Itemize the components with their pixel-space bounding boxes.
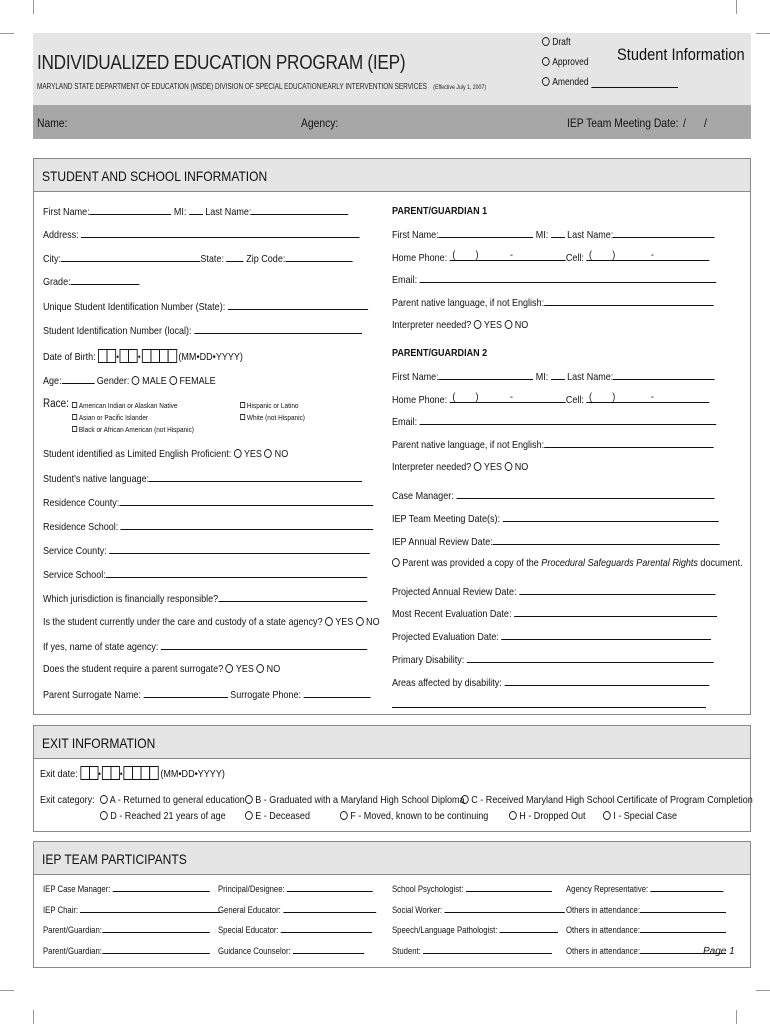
- state-agency-name-field[interactable]: If yes, name of state agency:: [43, 640, 367, 653]
- projected-eval-field[interactable]: Projected Evaluation Date:: [392, 630, 711, 643]
- radio-icon[interactable]: [234, 449, 242, 458]
- race-option[interactable]: White (not Hispanic): [240, 413, 305, 422]
- radio-icon[interactable]: [461, 795, 469, 804]
- areas-affected-field[interactable]: Areas affected by disability:: [392, 676, 709, 689]
- checkbox-icon[interactable]: [240, 402, 245, 408]
- participant-field[interactable]: Social Worker:: [392, 903, 565, 915]
- parent-surrogate-question[interactable]: Does the student require a parent surrogate? YES NO: [43, 663, 281, 675]
- participant-field[interactable]: Others in attendance:: [566, 903, 726, 915]
- surrogate-name-phone-field[interactable]: Parent Surrogate Name: Surrogate Phone:: [43, 688, 371, 701]
- guardian-2-name-field[interactable]: First Name: MI: Last Name:: [392, 370, 715, 383]
- state-agency-question[interactable]: Is the student currently under the care and custody of a state agency? YES NO: [43, 616, 380, 628]
- residence-school-field[interactable]: Residence School:: [43, 520, 374, 533]
- effective-date: (Effective July 1, 2007): [433, 84, 487, 91]
- radio-icon[interactable]: [245, 811, 253, 820]
- age-gender-field[interactable]: Age: Gender: MALE FEMALE: [43, 375, 216, 387]
- dob-field[interactable]: Date of Birth: • • (MM•DD•YYYY): [43, 351, 243, 363]
- guardian-2-language-field[interactable]: Parent native language, if not English:: [392, 438, 714, 451]
- amended-date-field[interactable]: [591, 79, 678, 88]
- crop-mark: [0, 33, 14, 34]
- crop-mark: [756, 990, 770, 991]
- race-option[interactable]: American Indian or Alaskan Native: [72, 401, 177, 410]
- name-bar: [33, 105, 751, 139]
- checkbox-icon[interactable]: [72, 414, 77, 420]
- service-county-field[interactable]: Service County:: [43, 544, 370, 557]
- meeting-dates-field[interactable]: IEP Team Meeting Date(s):: [392, 512, 718, 525]
- grade-field[interactable]: Grade:: [43, 275, 139, 288]
- participant-field[interactable]: Speech/Language Pathologist:: [392, 923, 558, 935]
- radio-icon[interactable]: [542, 57, 550, 66]
- state-id-field[interactable]: Unique Student Identification Number (State):: [43, 300, 368, 313]
- page-number: Page 1: [703, 946, 735, 957]
- radio-icon[interactable]: [474, 320, 482, 329]
- radio-icon[interactable]: [505, 462, 513, 471]
- native-language-field[interactable]: Student's native language:: [43, 472, 362, 485]
- guardian-2-heading: PARENT/GUARDIAN 2: [392, 347, 488, 359]
- participant-field[interactable]: Guidance Counselor:: [218, 944, 364, 956]
- participant-field[interactable]: Special Educator:: [218, 923, 372, 935]
- address-field[interactable]: Address:: [43, 228, 360, 241]
- crop-mark: [33, 0, 34, 14]
- crop-mark: [0, 990, 14, 991]
- exit-option-a[interactable]: A - Returned to general education: [100, 794, 245, 806]
- exit-option-b[interactable]: B - Graduated with a Maryland High School Diploma: [245, 794, 465, 806]
- date-slash: /: [704, 116, 707, 130]
- checkbox-icon[interactable]: [72, 426, 77, 432]
- exit-category-label: Exit category:: [40, 794, 95, 806]
- agency-label: Agency:: [301, 116, 339, 130]
- participant-field[interactable]: IEP Case Manager:: [43, 882, 210, 894]
- status-approved[interactable]: Approved: [542, 57, 589, 68]
- participant-field[interactable]: Student:: [392, 944, 552, 956]
- radio-icon[interactable]: [542, 37, 550, 46]
- radio-icon[interactable]: [245, 795, 253, 804]
- radio-icon[interactable]: [100, 811, 108, 820]
- section-heading: STUDENT AND SCHOOL INFORMATION: [34, 159, 750, 192]
- radio-icon[interactable]: [603, 811, 611, 820]
- radio-icon[interactable]: [256, 664, 264, 673]
- section-title: Student Information: [617, 45, 745, 64]
- participant-field[interactable]: General Educator:: [218, 903, 376, 915]
- projected-annual-field[interactable]: Projected Annual Review Date:: [392, 585, 715, 598]
- safeguards-field[interactable]: Parent was provided a copy of the Procedural Safeguards Parental Rights document.: [392, 557, 743, 569]
- race-option[interactable]: Hispanic or Latino: [240, 401, 299, 410]
- radio-icon[interactable]: [264, 449, 272, 458]
- radio-icon[interactable]: [226, 664, 234, 673]
- exit-option-i[interactable]: I - Special Case: [603, 810, 677, 822]
- date-slash: /: [683, 116, 686, 130]
- guardian-1-phone-field[interactable]: Home Phone: ( ) - Cell: ( ) -: [392, 251, 709, 264]
- crop-mark: [736, 1010, 737, 1024]
- checkbox-icon[interactable]: [240, 414, 245, 420]
- status-amended[interactable]: Amended: [542, 77, 678, 88]
- guardian-1-language-field[interactable]: Parent native language, if not English:: [392, 296, 714, 309]
- participant-field[interactable]: Parent/Guardian:: [43, 944, 209, 956]
- participant-field[interactable]: Others in attendance:: [566, 923, 726, 935]
- race-option[interactable]: Black or African American (not Hispanic): [72, 425, 194, 434]
- meeting-date-label: IEP Team Meeting Date:: [567, 116, 679, 130]
- radio-icon[interactable]: [509, 811, 517, 820]
- jurisdiction-field[interactable]: Which jurisdiction is financially responsible?: [43, 592, 367, 605]
- radio-icon[interactable]: [474, 462, 482, 471]
- annual-review-field[interactable]: IEP Annual Review Date:: [392, 535, 720, 548]
- city-state-zip-field[interactable]: City: State: Zip Code:: [43, 252, 352, 265]
- participant-field[interactable]: School Psychologist:: [392, 882, 552, 894]
- status-draft[interactable]: Draft: [542, 37, 571, 48]
- residence-county-field[interactable]: Residence County:: [43, 496, 373, 509]
- exit-option-f[interactable]: F - Moved, known to be continuing: [340, 810, 488, 822]
- crop-mark: [756, 33, 770, 34]
- exit-date-field[interactable]: Exit date: • • (MM•DD•YYYY): [40, 768, 225, 780]
- local-id-field[interactable]: Student Identification Number (local):: [43, 324, 362, 337]
- race-option[interactable]: Asian or Pacific Islander: [72, 413, 148, 422]
- radio-icon[interactable]: [132, 376, 140, 385]
- crop-mark: [736, 0, 737, 14]
- document-header: [33, 33, 751, 105]
- recent-eval-field[interactable]: Most Recent Evaluation Date:: [392, 607, 717, 620]
- crop-mark: [33, 1010, 34, 1024]
- radio-icon[interactable]: [356, 617, 364, 626]
- radio-icon[interactable]: [100, 795, 108, 804]
- radio-icon[interactable]: [392, 558, 400, 567]
- guardian-2-email-field[interactable]: Email:: [392, 415, 716, 428]
- first-name-field[interactable]: First Name: MI: Last Name:: [43, 205, 349, 218]
- guardian-1-name-field[interactable]: First Name: MI: Last Name:: [392, 228, 715, 241]
- lep-field[interactable]: Student identified as Limited English Proficient: YES NO: [43, 448, 289, 460]
- exit-option-h[interactable]: H - Dropped Out: [509, 810, 586, 822]
- radio-icon[interactable]: [340, 811, 348, 820]
- participant-field[interactable]: Parent/Guardian:: [43, 923, 209, 935]
- exit-option-d[interactable]: D - Reached 21 years of age: [100, 810, 226, 822]
- radio-icon[interactable]: [325, 617, 333, 626]
- guardian-1-heading: PARENT/GUARDIAN 1: [392, 205, 488, 217]
- race-label: Race:: [43, 398, 69, 410]
- service-school-field[interactable]: Service School:: [43, 568, 367, 581]
- section-heading: EXIT INFORMATION: [34, 726, 750, 759]
- document-title: INDIVIDUALIZED EDUCATION PROGRAM (IEP): [37, 52, 406, 74]
- checkbox-icon[interactable]: [72, 402, 77, 408]
- participant-field[interactable]: IEP Chair:: [43, 903, 220, 915]
- guardian-1-email-field[interactable]: Email:: [392, 273, 716, 286]
- name-label: Name:: [37, 116, 68, 130]
- participant-field[interactable]: Others in attendance:: [566, 944, 726, 956]
- participant-field[interactable]: Principal/Designee:: [218, 882, 373, 894]
- document-subtitle: MARYLAND STATE DEPARTMENT OF EDUCATION (MSDE) DIVISION OF SPECIAL EDUCATION/EARLY INTERVENTION SERVICES (Effective July 1, 2007): [37, 82, 487, 91]
- areas-affected-line[interactable]: [392, 707, 706, 708]
- radio-icon[interactable]: [542, 77, 550, 86]
- radio-icon[interactable]: [505, 320, 513, 329]
- radio-icon[interactable]: [169, 376, 177, 385]
- primary-disability-field[interactable]: Primary Disability:: [392, 653, 714, 666]
- section-heading: IEP TEAM PARTICIPANTS: [34, 842, 750, 875]
- participant-field[interactable]: Agency Representative:: [566, 882, 723, 894]
- guardian-2-interpreter-field[interactable]: Interpreter needed? YES NO: [392, 461, 529, 473]
- guardian-2-phone-field[interactable]: Home Phone: ( ) - Cell: ( ) -: [392, 393, 709, 406]
- guardian-1-interpreter-field[interactable]: Interpreter needed? YES NO: [392, 319, 529, 331]
- exit-option-c[interactable]: C - Received Maryland High School Certificate of Program Completion: [461, 794, 753, 806]
- exit-option-e[interactable]: E - Deceased: [245, 810, 310, 822]
- case-manager-field[interactable]: Case Manager:: [392, 489, 714, 502]
